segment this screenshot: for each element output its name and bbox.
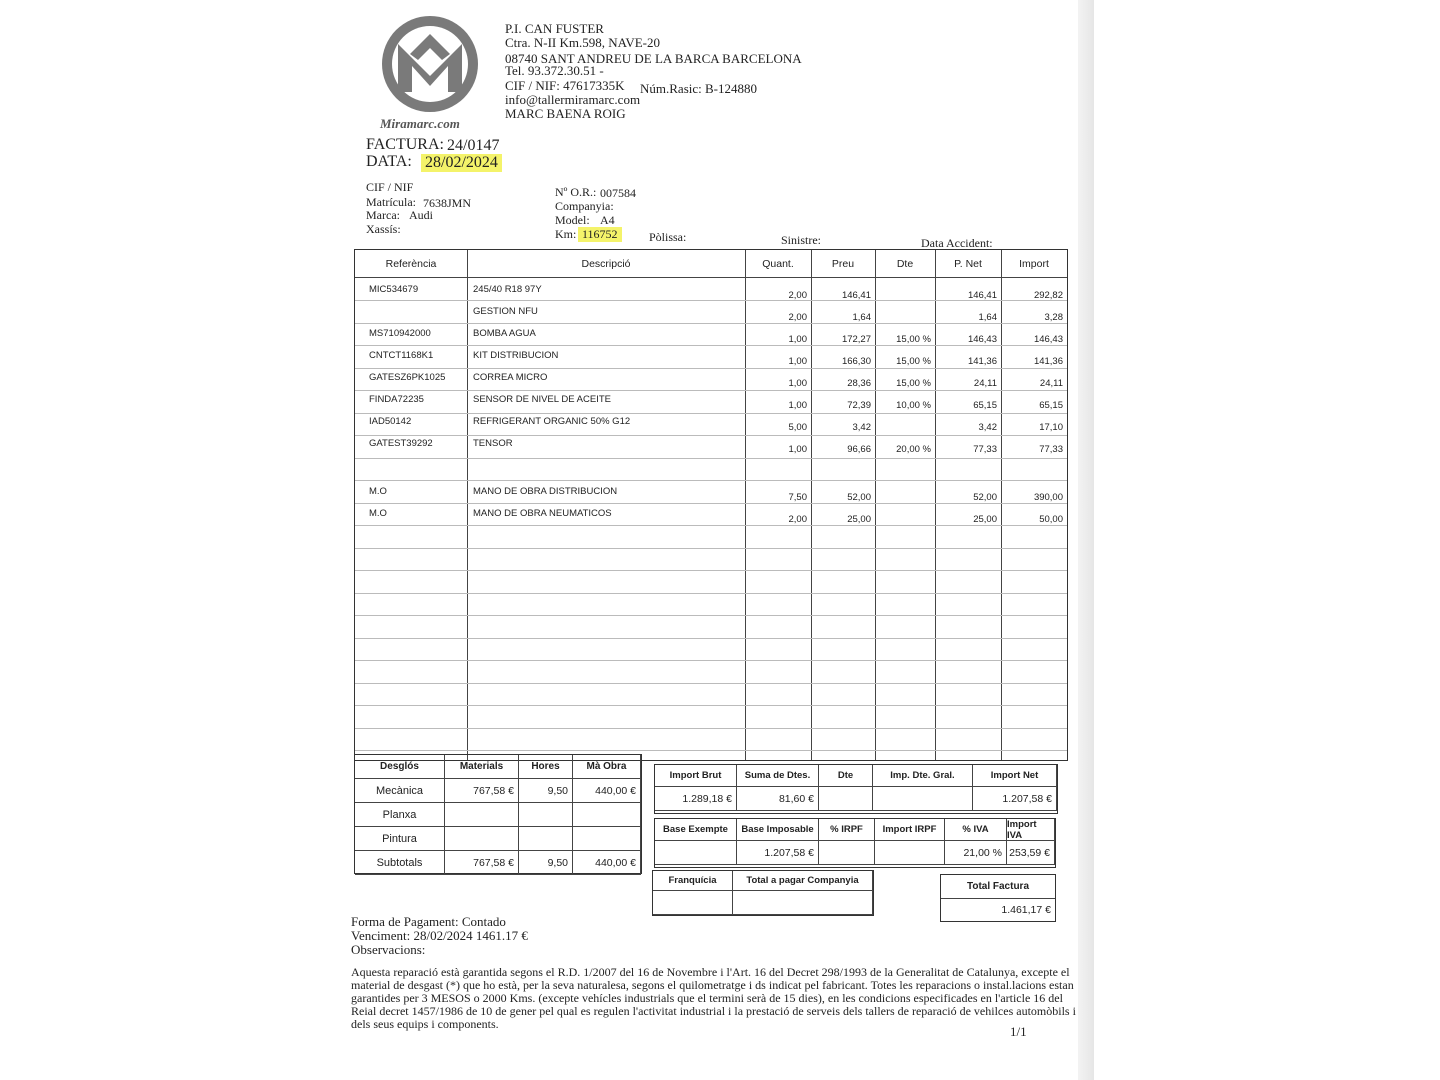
cell-price: 3,42 (852, 422, 871, 433)
breakdown-header: Desglós (355, 755, 445, 779)
sinistre-label: Sinistre: (781, 233, 822, 247)
invoice-number-label: FACTURA: (366, 136, 444, 153)
cell-ref: MS710942000 (369, 328, 431, 339)
cell-imp: 77,33 (1039, 444, 1063, 455)
cell-ref: IAD50142 (369, 416, 412, 427)
cell-price: 72,39 (847, 400, 871, 411)
breakdown-cell-materials (445, 803, 519, 827)
t2-value: 253,59 € (1007, 841, 1055, 865)
cell-imp: 146,43 (1033, 334, 1063, 345)
company-email: info@tallermiramarc.com (505, 92, 641, 107)
table-row (355, 322, 1067, 344)
col-header-net: P. Net (935, 250, 1001, 278)
cell-desc: GESTION NFU (473, 306, 538, 317)
or-value: 007584 (600, 186, 636, 200)
t1-header: Import Brut (655, 765, 737, 787)
col-header-desc: Descripció (467, 250, 745, 278)
table-row (355, 344, 1067, 366)
cell-qty: 1,00 (788, 400, 807, 411)
cell-imp: 3,28 (1044, 312, 1063, 323)
t2-value (819, 841, 875, 865)
totals-tax-table (654, 818, 1056, 868)
company-phone: Tel. 93.372.30.51 - (505, 63, 604, 78)
model-value: A4 (600, 213, 615, 227)
insurance-table (652, 870, 874, 916)
t1-header: Dte (819, 765, 873, 787)
marca-label: Marca: (366, 208, 400, 222)
cell-net: 146,41 (967, 290, 997, 301)
cell-imp: 24,11 (1039, 378, 1063, 389)
total-factura-label: Total Factura (941, 875, 1055, 899)
cell-qty: 1,00 (788, 378, 807, 389)
cell-qty: 1,00 (788, 356, 807, 367)
cell-ref: M.O (369, 486, 387, 497)
cif-label: CIF / NIF (366, 180, 414, 194)
cell-imp: 141,36 (1033, 356, 1063, 367)
model-label: Model: (555, 213, 590, 227)
col-header-qty: Quant. (745, 250, 811, 278)
t1-value (819, 787, 873, 811)
cell-price: 146,41 (841, 290, 871, 301)
cell-price: 96,66 (847, 444, 871, 455)
legal-line-4: Reial decret 1457/1986 de 10 de gener pel qual es regulen l'activitat industrial i la prestació de serveis dels tallers de reparació de vehilces automòbils i (351, 1004, 1076, 1018)
cell-net: 25,00 (973, 514, 997, 525)
company-logo (380, 14, 480, 114)
cell-ref: M.O (369, 508, 387, 519)
table-row (355, 300, 1067, 322)
t2-value (875, 841, 945, 865)
breakdown-header: Materials (445, 755, 519, 779)
cell-desc: CORREA MICRO (473, 372, 548, 383)
table-row (355, 366, 1067, 388)
breakdown-cell-label: Planxa (355, 803, 445, 827)
t1-value: 1.207,58 € (973, 787, 1057, 811)
col-header-ref: Referència (355, 250, 467, 278)
t3-value (653, 891, 733, 915)
breakdown-cell-hores: 9,50 (519, 851, 573, 875)
breakdown-header: Mà Obra (573, 755, 641, 779)
cell-desc: BOMBA AGUA (473, 328, 536, 339)
t2-header: % IRPF (819, 819, 875, 841)
t2-value: 1.207,58 € (737, 841, 819, 865)
company-cif: CIF / NIF: 47617335K (505, 78, 625, 93)
t2-header: Import IRPF (875, 819, 945, 841)
cell-desc: KIT DISTRIBUCION (473, 350, 559, 361)
total-factura-value: 1.461,17 € (1001, 904, 1051, 916)
cell-ref: FINDA72235 (369, 394, 424, 405)
t1-value: 81,60 € (737, 787, 819, 811)
cell-dte: 15,00 % (896, 356, 931, 367)
t3-header: Franquícia (653, 871, 733, 891)
t2-header: Base Imposable (737, 819, 819, 841)
cell-price: 172,27 (841, 334, 871, 345)
cell-net: 52,00 (973, 492, 997, 503)
cell-desc: MANO DE OBRA NEUMATICOS (473, 508, 612, 519)
cell-ref: GATESZ6PK1025 (369, 372, 446, 383)
table-row (355, 502, 1067, 524)
breakdown-cell-label: Mecànica (355, 779, 445, 803)
cell-ref: CNTCT1168K1 (369, 350, 434, 361)
breakdown-cell-hores (519, 827, 573, 851)
breakdown-table (354, 754, 642, 874)
col-header-dte: Dte (875, 250, 935, 278)
observations-label: Observacions: (351, 942, 426, 957)
invoice-date: 28/02/2024 (421, 154, 502, 172)
payment-method: Forma de Pagament: Contado (351, 914, 506, 929)
cell-imp: 65,15 (1039, 400, 1063, 411)
matricula-label: Matrícula: (366, 195, 416, 209)
t1-header: Import Net (973, 765, 1057, 787)
cell-price: 28,36 (847, 378, 871, 389)
t2-value: 21,00 % (945, 841, 1007, 865)
polissa-label: Pòlissa: (649, 230, 687, 244)
legal-line-2: material de desgast (*) que ho està, per la seva naturalesa, segons el quilometratge i ds indicat pel fabricant. Totes les reparacions o instal.lacions estan (351, 978, 1074, 992)
table-row (355, 480, 1067, 502)
or-label: Nº O.R.: (555, 185, 597, 199)
cell-net: 65,15 (973, 400, 997, 411)
breakdown-header: Hores (519, 755, 573, 779)
breakdown-cell-materials: 767,58 € (445, 851, 519, 875)
company-address-1: Ctra. N-II Km.598, NAVE-20 (505, 35, 661, 50)
t2-header: Import IVA (1007, 819, 1055, 841)
accident-label: Data Accident: (921, 236, 993, 250)
t2-value (655, 841, 737, 865)
table-row (355, 388, 1067, 410)
marca-value: Audi (409, 208, 433, 222)
cell-imp: 50,00 (1039, 514, 1063, 525)
invoice-number: 24/0147 (447, 137, 500, 154)
breakdown-cell-label: Pintura (355, 827, 445, 851)
breakdown-cell-ma_obra (573, 827, 641, 851)
cell-price: 52,00 (847, 492, 871, 503)
company-rasic: Núm.Rasic: B-124880 (640, 81, 757, 96)
t1-header: Imp. Dte. Gral. (873, 765, 973, 787)
breakdown-cell-label: Subtotals (355, 851, 445, 875)
cell-net: 1,64 (978, 312, 997, 323)
page-edge (1078, 0, 1094, 1080)
cell-qty: 2,00 (788, 290, 807, 301)
col-header-import: Import (1001, 250, 1067, 278)
line-items-table (354, 249, 1068, 761)
cell-net: 146,43 (967, 334, 997, 345)
km-value: 116752 (578, 227, 622, 242)
t3-value (733, 891, 873, 915)
company-name: P.I. CAN FUSTER (505, 21, 604, 36)
cell-net: 3,42 (978, 422, 997, 433)
cell-dte: 15,00 % (896, 378, 931, 389)
cell-ref: GATEST39292 (369, 438, 433, 449)
legal-line-5: dels seus equips i components. (351, 1017, 499, 1031)
table-row (355, 458, 1067, 480)
companyia-label: Companyia: (555, 199, 614, 213)
xassis-label: Xassís: (366, 222, 401, 236)
km-label: Km: (555, 227, 577, 241)
cell-price: 25,00 (847, 514, 871, 525)
cell-imp: 390,00 (1033, 492, 1063, 503)
t1-value: 1.289,18 € (655, 787, 737, 811)
breakdown-cell-materials (445, 827, 519, 851)
page-number: 1/1 (1010, 1024, 1027, 1039)
cell-qty: 1,00 (788, 334, 807, 345)
cell-dte: 10,00 % (896, 400, 931, 411)
cell-net: 141,36 (967, 356, 997, 367)
cell-desc: 245/40 R18 97Y (473, 284, 542, 295)
t2-header: Base Exempte (655, 819, 737, 841)
legal-line-1: Aquesta reparació està garantida segons el R.D. 1/2007 del 16 de Novembre i l'Art. 16 del Decret 298/1993 de la Generalitat de Catalunya, excepte el (351, 965, 1070, 979)
cell-price: 1,64 (852, 312, 871, 323)
breakdown-cell-hores (519, 803, 573, 827)
t2-header: % IVA (945, 819, 1007, 841)
cell-desc: MANO DE OBRA DISTRIBUCION (473, 486, 618, 497)
cell-qty: 2,00 (788, 514, 807, 525)
cell-qty: 1,00 (788, 444, 807, 455)
cell-price: 166,30 (841, 356, 871, 367)
company-address-2: 08740 SANT ANDREU DE LA BARCA BARCELONA (505, 51, 802, 66)
breakdown-cell-ma_obra (573, 803, 641, 827)
totals-net-table (654, 764, 1058, 814)
legal-line-3: garantides per 3 MESOS o 2000 Kms. (excepte vehícles industrials que el termini serà de 15 dies), en les condicions especificades en l'article 16 del (351, 991, 1063, 1005)
cell-net: 77,33 (973, 444, 997, 455)
table-row (355, 278, 1067, 300)
invoice-date-label: DATA: (366, 153, 412, 170)
cell-qty: 5,00 (788, 422, 807, 433)
cell-imp: 292,82 (1033, 290, 1063, 301)
cell-dte: 20,00 % (896, 444, 931, 455)
t1-header: Suma de Dtes. (737, 765, 819, 787)
cell-imp: 17,10 (1039, 422, 1063, 433)
cell-dte: 15,00 % (896, 334, 931, 345)
matricula-value: 7638JMN (423, 196, 472, 210)
t1-value (873, 787, 973, 811)
company-owner: MARC BAENA ROIG (505, 106, 626, 121)
breakdown-cell-materials: 767,58 € (445, 779, 519, 803)
col-header-price: Preu (811, 250, 875, 278)
cell-qty: 2,00 (788, 312, 807, 323)
cell-net: 24,11 (973, 378, 997, 389)
t3-header: Total a pagar Companyia (733, 871, 873, 891)
company-brand: Miramarc.com (380, 116, 460, 131)
cell-qty: 7,50 (788, 492, 807, 503)
breakdown-cell-hores: 9,50 (519, 779, 573, 803)
breakdown-cell-ma_obra: 440,00 € (573, 779, 641, 803)
cell-desc: TENSOR (473, 438, 513, 449)
payment-due: Venciment: 28/02/2024 1461.17 € (351, 928, 528, 943)
cell-desc: SENSOR DE NIVEL DE ACEITE (473, 394, 611, 405)
cell-desc: REFRIGERANT ORGANIC 50% G12 (473, 416, 631, 427)
total-factura-box (940, 874, 1056, 922)
cell-ref: MIC534679 (369, 284, 419, 295)
breakdown-cell-ma_obra: 440,00 € (573, 851, 641, 875)
